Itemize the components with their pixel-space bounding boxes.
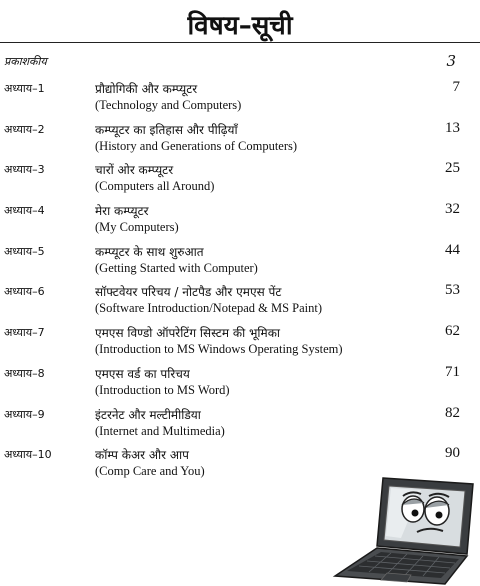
chapter-title-english: (Software Introduction/Notepad & MS Paint): [95, 301, 323, 316]
toc-preface-row[interactable]: [4, 54, 456, 72]
preface-page-number: 3: [446, 52, 456, 70]
table-of-contents: [4, 79, 460, 486]
chapter-title-hindi: कम्प्यूटर के साथ शुरुआत: [95, 244, 204, 259]
toc-row[interactable]: [4, 242, 460, 283]
chapter-page-number: 71: [445, 363, 460, 380]
toc-row[interactable]: [4, 282, 460, 323]
toc-row[interactable]: [4, 201, 460, 242]
chapter-title-hindi: एमएस वर्ड का परिचय: [95, 366, 190, 381]
chapter-title-english: (Introduction to MS Word): [95, 382, 230, 397]
laptop-mascot-illustration: [331, 472, 480, 586]
chapter-title-english: (Introduction to MS Windows Operating System): [95, 342, 343, 357]
chapter-page-number: 13: [445, 119, 460, 136]
chapter-number: अध्याय–7: [4, 326, 45, 340]
chapter-number: अध्याय–2: [4, 122, 45, 136]
chapter-number: अध्याय–5: [4, 244, 45, 258]
chapter-title-english: (History and Generations of Computers): [95, 138, 298, 153]
chapter-page-number: 90: [445, 445, 460, 462]
chapter-title-hindi: इंटरनेट और मल्टीमीडिया: [95, 407, 201, 422]
chapter-title-hindi: कॉम्प केअर और आप: [95, 448, 189, 463]
chapter-title-english: (Internet and Multimedia): [95, 423, 225, 438]
chapter-title-english: (Technology and Computers): [95, 98, 242, 112]
chapter-title-hindi: प्रौद्योगिकी और कम्प्यूटर: [95, 82, 198, 96]
toc-row[interactable]: [4, 405, 460, 446]
preface-label: प्रकाशकीय: [4, 55, 47, 68]
chapter-page-number: 44: [445, 241, 460, 258]
chapter-title-hindi: कम्प्यूटर का इतिहास और पीढ़ियाँ: [95, 122, 238, 137]
toc-row[interactable]: [4, 364, 460, 405]
chapter-page-number: 82: [445, 404, 460, 421]
chapter-number: अध्याय–4: [4, 204, 45, 218]
page-title: विषय–सूची: [187, 11, 293, 41]
chapter-number: अध्याय–1: [4, 82, 45, 95]
chapter-title-hindi: सॉफ्टवेयर परिचय / नोटपैड और एमएस पेंट: [95, 285, 282, 300]
toc-row[interactable]: [4, 160, 460, 201]
chapter-page-number: 7: [452, 79, 460, 95]
chapter-title-english: (My Computers): [95, 220, 179, 235]
chapter-title-english: (Computers all Around): [95, 179, 215, 194]
chapter-number: अध्याय–3: [4, 163, 45, 177]
chapter-number: अध्याय–9: [4, 407, 45, 421]
chapter-page-number: 25: [445, 160, 460, 177]
chapter-page-number: 32: [445, 201, 460, 218]
chapter-title-hindi: चारों ओर कम्प्यूटर: [95, 163, 174, 178]
title-divider: [0, 42, 480, 43]
chapter-page-number: 53: [445, 282, 460, 299]
toc-row[interactable]: [4, 323, 460, 364]
chapter-title-hindi: मेरा कम्प्यूटर: [95, 204, 149, 219]
chapter-title-hindi: एमएस विण्डो ऑपरेटिंग सिस्टम की भूमिका: [95, 326, 281, 341]
chapter-number: अध्याय–10: [4, 448, 52, 462]
toc-row[interactable]: [4, 79, 460, 120]
chapter-number: अध्याय–8: [4, 366, 45, 380]
chapter-page-number: 62: [445, 323, 460, 340]
chapter-title-english: (Comp Care and You): [95, 464, 205, 479]
chapter-title-english: (Getting Started with Computer): [95, 260, 258, 275]
toc-row[interactable]: [4, 120, 460, 161]
chapter-number: अध्याय–6: [4, 285, 45, 299]
